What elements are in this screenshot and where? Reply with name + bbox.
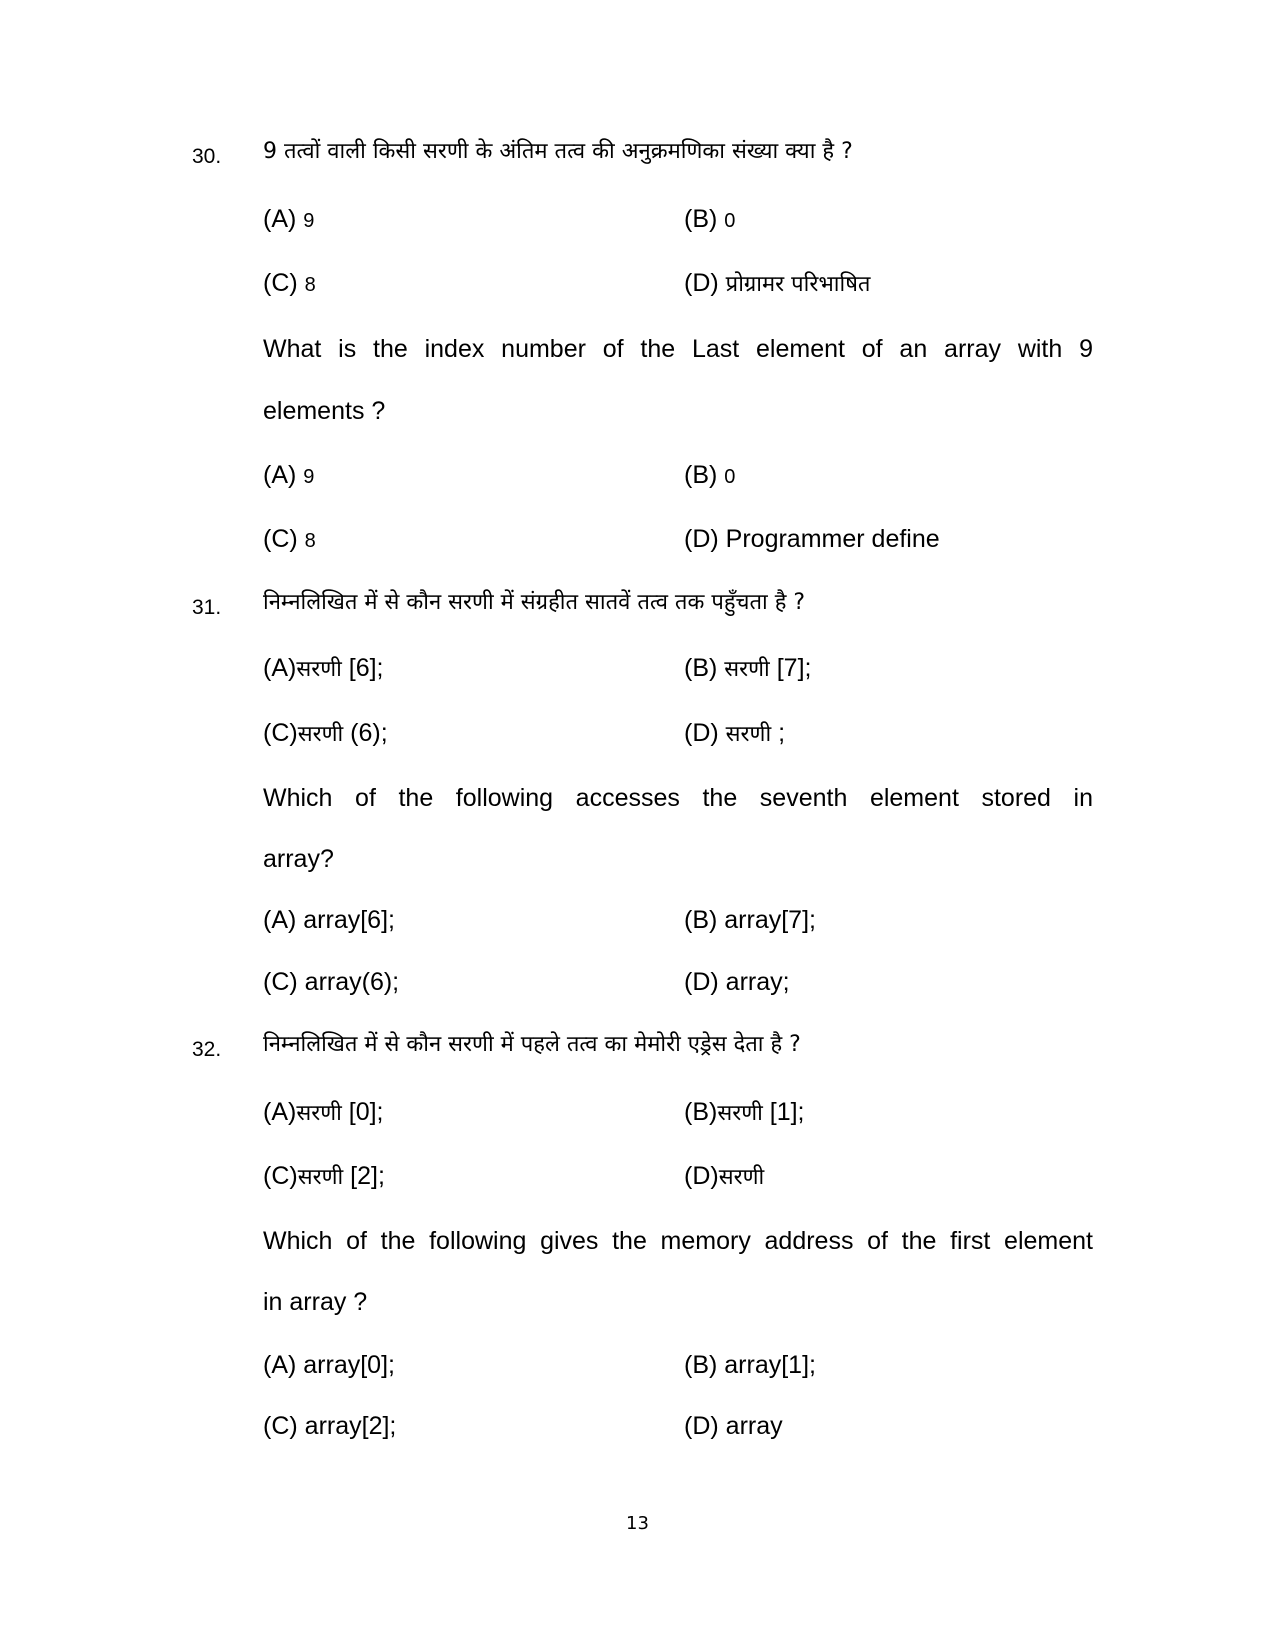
option-text: array[1]; xyxy=(724,1351,816,1379)
option-word: सरणी xyxy=(296,1101,342,1126)
option-label: (C) xyxy=(263,1412,298,1440)
option-label: (A) xyxy=(263,461,297,489)
option-label: (B) xyxy=(684,654,718,682)
question-text-hindi: 9 तत्वों वाली किसी सरणी के अंतिम तत्व की अनुक्रमणिका संख्या क्या है ? xyxy=(263,139,853,164)
option-text: array[6]; xyxy=(303,906,395,934)
question-number: 32. xyxy=(192,1038,222,1061)
option-b-hindi xyxy=(684,1097,805,1129)
option-label: (D) xyxy=(684,968,719,996)
question-number: 31. xyxy=(192,596,222,619)
option-c-hindi xyxy=(263,1161,385,1193)
option-b-hindi xyxy=(684,653,811,685)
option-word: सरणी xyxy=(717,1101,763,1126)
option-text: 8 xyxy=(304,530,316,552)
option-label: (C) xyxy=(263,525,298,553)
option-label: (A) xyxy=(263,205,297,233)
option-c-english xyxy=(263,967,399,997)
question-text-english-cont: in array ? xyxy=(263,1288,368,1316)
option-d-english xyxy=(684,1411,783,1441)
question-text-hindi: निम्नलिखित में से कौन सरणी में पहले तत्व का मेमोरी एड्रेस देता है ? xyxy=(263,1032,801,1057)
option-label: (B) xyxy=(684,1098,718,1126)
option-text: Programmer define xyxy=(725,525,940,553)
option-text: 0 xyxy=(724,466,736,488)
option-b-english xyxy=(684,905,816,935)
option-label: (C) xyxy=(263,269,298,297)
option-code: [1]; xyxy=(769,1098,805,1126)
option-text: 9 xyxy=(303,466,315,488)
option-d-english xyxy=(684,524,940,554)
option-label: (B) xyxy=(684,1351,718,1379)
option-label: (B) xyxy=(684,461,718,489)
option-label: (D) xyxy=(684,525,719,553)
question-text-english: What is the index number of the Last element of an array with 9 xyxy=(263,335,1093,363)
option-code: (6); xyxy=(350,719,388,747)
option-word: सरणी xyxy=(718,1165,765,1190)
option-text: प्रोग्रामर परिभाषित xyxy=(725,272,871,297)
option-d-hindi xyxy=(684,718,785,750)
option-a-hindi xyxy=(263,204,314,236)
option-label: (D) xyxy=(684,1162,719,1190)
option-word: सरणी xyxy=(725,722,772,747)
option-label: (C) xyxy=(263,719,298,747)
question-text-english-cont: elements ? xyxy=(263,397,386,425)
option-b-english xyxy=(684,1350,816,1380)
option-label: (C) xyxy=(263,1162,298,1190)
option-code: [7]; xyxy=(776,654,812,682)
option-label: (D) xyxy=(684,269,719,297)
option-text: 8 xyxy=(304,274,316,296)
option-label: (B) xyxy=(684,906,718,934)
option-code: [0]; xyxy=(348,1098,384,1126)
option-a-english xyxy=(263,905,395,935)
option-label: (D) xyxy=(684,719,719,747)
option-text: array[7]; xyxy=(724,906,816,934)
option-a-english xyxy=(263,1350,395,1380)
option-label: (C) xyxy=(263,968,298,996)
option-c-hindi xyxy=(263,718,388,750)
question-number: 30. xyxy=(192,145,222,168)
option-word: सरणी xyxy=(296,657,342,682)
option-label: (B) xyxy=(684,205,718,233)
option-d-hindi xyxy=(684,268,870,300)
option-word: सरणी xyxy=(297,722,344,747)
option-label: (A) xyxy=(263,906,297,934)
question-text-english: Which of the following accesses the seventh element stored in xyxy=(263,784,1093,812)
page-number: 13 xyxy=(626,1513,649,1534)
option-a-english xyxy=(263,460,314,492)
option-d-english xyxy=(684,967,790,997)
option-code: [2]; xyxy=(350,1162,385,1190)
option-a-hindi xyxy=(263,1097,384,1129)
option-b-english xyxy=(684,460,735,492)
option-b-hindi xyxy=(684,204,735,236)
question-text-hindi: निम्नलिखित में से कौन सरणी में संग्रहीत सातवें तत्व तक पहुँचता है ? xyxy=(263,590,806,615)
option-text: array(6); xyxy=(304,968,400,996)
option-text: 0 xyxy=(724,210,736,232)
question-text-english-cont: array? xyxy=(263,845,334,873)
option-text: array; xyxy=(725,968,790,996)
option-c-english xyxy=(263,524,316,556)
option-label: (A) xyxy=(263,654,297,682)
option-a-hindi xyxy=(263,653,384,685)
option-label: (D) xyxy=(684,1412,719,1440)
option-word: सरणी xyxy=(724,657,770,682)
option-code: [6]; xyxy=(348,654,384,682)
option-text: array[0]; xyxy=(303,1351,395,1379)
option-text: array[2]; xyxy=(304,1412,397,1440)
option-text: array xyxy=(725,1412,783,1440)
option-text: 9 xyxy=(303,210,315,232)
option-c-hindi xyxy=(263,268,316,300)
option-label: (A) xyxy=(263,1098,297,1126)
option-word: सरणी xyxy=(297,1165,344,1190)
option-code: ; xyxy=(778,719,786,747)
question-text-english: Which of the following gives the memory address of the first element xyxy=(263,1227,1093,1255)
option-label: (A) xyxy=(263,1351,297,1379)
option-d-hindi xyxy=(684,1161,764,1193)
option-c-english xyxy=(263,1411,396,1441)
